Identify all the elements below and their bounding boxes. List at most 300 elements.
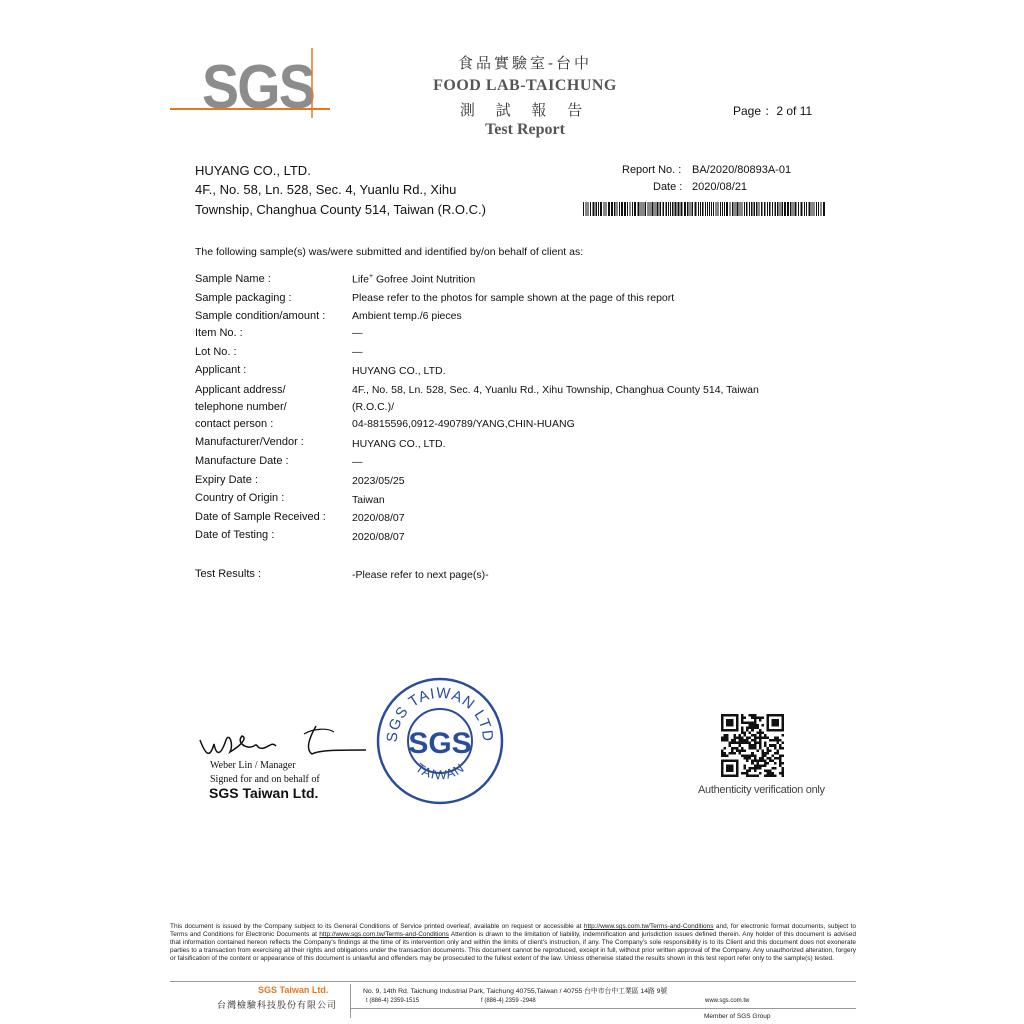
footer-member: Member of SGS Group [704, 1013, 771, 1020]
qr-module [756, 759, 759, 762]
barcode-bar [643, 202, 644, 216]
qr-module [741, 719, 744, 722]
qr-module [739, 739, 742, 742]
qr-module [726, 739, 729, 742]
barcode-bar [777, 202, 779, 216]
qr-module [754, 719, 757, 722]
barcode-bar [790, 202, 792, 216]
barcode-bar [756, 202, 758, 216]
date-testing-label: Date of Testing : [195, 529, 275, 541]
qr-module [744, 754, 747, 757]
qr-module [751, 729, 754, 732]
barcode-bar [614, 202, 616, 216]
qr-module [721, 749, 724, 752]
barcode-bar [583, 202, 584, 216]
qr-module [769, 744, 772, 747]
qr-module [779, 762, 782, 765]
qr-module [749, 744, 752, 747]
qr-module [766, 757, 769, 760]
barcode-bar [666, 202, 668, 216]
qr-module [761, 724, 764, 727]
barcode-bar [780, 202, 781, 216]
qr-module [771, 759, 774, 762]
barcode-bar [709, 202, 710, 216]
footer-website: www.sgs.com.tw [705, 998, 750, 1004]
expiry-date-value: 2023/05/25 [352, 475, 405, 487]
barcode-bar [681, 202, 683, 216]
qr-module [761, 759, 764, 762]
qr-module [774, 739, 777, 742]
qr-module [746, 722, 749, 725]
barcode-bar [586, 202, 587, 216]
barcode-bar [814, 202, 815, 216]
disclaimer-part-3: Attention is drawn to the limitation of liability, indemnification and jurisdiction issues defined therein. Any holder of this document is advised that information contained hereon reflects the Company's findings at the time of its intervention only and within the limits of client's instruction, if any. The Company's sole responsibility is to its Client and this document does not exonerate parties to a transaction from exercising all their rights and obligations under the transaction documents. This document cannot be reproduced, except in full, without prior written approval of the Company. Any unauthorized alteration, forgery or falsification of the content or appearance of this document is unlawful and offenders may be prosecuted to the fullest extent of the law. Unless otherwise stated the results shown in this test report refer only to the sample(s) tested. [170, 931, 856, 963]
qr-module [759, 744, 762, 747]
sgs-official-stamp [375, 676, 505, 806]
qr-module [774, 762, 777, 765]
barcode-bar [652, 202, 654, 216]
barcode-bar [711, 202, 712, 216]
qr-module [771, 754, 774, 757]
barcode-bar [735, 202, 736, 216]
barcode-bar [809, 202, 811, 216]
barcode-bar [617, 202, 618, 216]
stamp-top-text: SGS TAIWAN LTD [383, 684, 497, 743]
qr-module [776, 739, 779, 742]
manufacturer-label: Manufacturer/Vendor : [195, 436, 304, 448]
qr-module [754, 717, 757, 720]
qr-module [729, 752, 732, 755]
qr-module [751, 739, 754, 742]
qr-module [741, 772, 744, 775]
qr-module [764, 734, 767, 737]
report-no-label: Report No. : [622, 164, 682, 176]
qr-module [756, 774, 759, 777]
qr-module [754, 774, 757, 777]
barcode-bar [749, 202, 750, 216]
qr-module [741, 714, 744, 717]
qr-module [731, 739, 734, 742]
barcode-bar [611, 202, 613, 216]
qr-module [749, 757, 752, 760]
barcode-bar [744, 202, 745, 216]
qr-module [744, 739, 747, 742]
qr-module [754, 744, 757, 747]
barcode-bar [590, 202, 591, 216]
barcode-bar [627, 202, 628, 216]
qr-module [746, 737, 749, 740]
qr-module [739, 742, 742, 745]
terms-link-2[interactable]: http://www.sgs.com.tw/Terms-and-Conditions [319, 931, 449, 939]
report-title-cn: 測 試 報 告 [459, 101, 591, 119]
qr-module [754, 742, 757, 745]
qr-module [779, 739, 782, 742]
qr-module [759, 719, 762, 722]
barcode-bar [746, 202, 748, 216]
barcode-bar [732, 202, 734, 216]
qr-module [749, 737, 752, 740]
barcode-bar [724, 202, 725, 216]
qr-module [729, 744, 732, 747]
qr-module [776, 737, 779, 740]
date-testing-value: 2020/08/07 [352, 531, 405, 543]
footer-company-en: SGS Taiwan Ltd. [258, 985, 329, 995]
qr-module [781, 742, 784, 745]
barcode-bar [720, 202, 721, 216]
barcode-bar [742, 202, 743, 216]
sample-name-value [352, 273, 475, 286]
qr-module [751, 752, 754, 755]
qr-module [749, 754, 752, 757]
client-address-line2: Township, Changhua County 514, Taiwan (R.O.C.) [195, 202, 486, 217]
qr-module [774, 747, 777, 750]
qr-module [754, 759, 757, 762]
barcode-bar [600, 202, 602, 216]
qr-module [736, 737, 739, 740]
qr-module [756, 737, 759, 740]
barcode-bar [588, 202, 589, 216]
barcode-bar [784, 202, 786, 216]
qr-module [741, 742, 744, 745]
qr-module [749, 724, 752, 727]
footer-fax: f (886-4) 2359 -2948 [481, 998, 536, 1004]
sample-name-sup: + [368, 273, 374, 280]
qr-module [739, 734, 742, 737]
qr-module [751, 722, 754, 725]
qr-module [781, 754, 784, 757]
barcode-bar [705, 202, 706, 216]
qr-module [751, 754, 754, 757]
barcode-bar [672, 202, 674, 216]
barcode-bar [608, 202, 610, 216]
qr-module [751, 762, 754, 765]
item-no-value: — [352, 327, 363, 339]
qr-module [741, 737, 744, 740]
qr-module [741, 754, 744, 757]
qr-module [721, 754, 724, 757]
qr-module [744, 764, 747, 767]
qr-module [766, 747, 769, 750]
qr-module [746, 729, 749, 732]
barcode-bar [604, 202, 605, 216]
qr-module [744, 767, 747, 770]
qr-module [754, 769, 757, 772]
qr-module [779, 747, 782, 750]
barcode-bar [634, 202, 636, 216]
qr-module [759, 717, 762, 720]
barcode-bar [787, 202, 789, 216]
qr-module [769, 772, 772, 775]
qr-module [749, 774, 752, 777]
qr-module [746, 772, 749, 775]
barcode-bar [650, 202, 651, 216]
country-origin-label: Country of Origin : [195, 492, 285, 504]
qr-module [766, 762, 769, 765]
date-received-label: Date of Sample Received : [195, 511, 326, 523]
qr-module [741, 717, 744, 720]
country-origin-value: Taiwan [352, 494, 385, 506]
qr-module [746, 727, 749, 730]
qr-module [751, 734, 754, 737]
barcode-bar [692, 202, 694, 216]
applicant-address-label-1: Applicant address/ [195, 384, 286, 396]
qr-module [766, 737, 769, 740]
item-no-label: Item No. : [195, 327, 243, 339]
qr-module [754, 737, 757, 740]
qr-module [761, 757, 764, 760]
authenticity-label: Authenticity verification only [698, 784, 825, 796]
qr-module [761, 754, 764, 757]
qr-module [741, 739, 744, 742]
qr-module [729, 742, 732, 745]
client-address-line1: 4F., No. 58, Ln. 528, Sec. 4, Yuanlu Rd., Xihu [195, 182, 457, 197]
test-results-label: Test Results : [195, 568, 262, 580]
qr-module [759, 729, 762, 732]
barcode-bar [660, 202, 662, 216]
qr-module [781, 767, 784, 770]
sample-name-rest: Gofree Joint Nutrition [373, 273, 476, 286]
qr-module [781, 774, 784, 777]
qr-module [769, 757, 772, 760]
barcode-bar [619, 202, 620, 216]
qr-module [731, 752, 734, 755]
barcode-bar [638, 202, 640, 216]
qr-module [754, 757, 757, 760]
report-date-value: 2020/08/21 [692, 181, 748, 193]
barcode-bar [621, 202, 623, 216]
qr-module [774, 774, 777, 777]
barcode-bar [675, 202, 677, 216]
qr-module [764, 764, 767, 767]
qr-module [756, 727, 759, 730]
barcode-bar [821, 202, 822, 216]
qr-module [751, 744, 754, 747]
test-results-value: -Please refer to next page(s)- [352, 569, 489, 581]
qr-module [731, 749, 734, 752]
qr-module [764, 737, 767, 740]
sample-packaging-value: Please refer to the photos for sample shown at the page of this report [352, 292, 675, 304]
lab-name-cn: 食品實驗室-台中 [457, 54, 593, 72]
qr-module [744, 757, 747, 760]
barcode [583, 202, 825, 216]
sample-name-label: Sample Name : [195, 273, 271, 285]
barcode-bar [655, 202, 656, 216]
qr-finder [726, 764, 734, 772]
qr-module [744, 722, 747, 725]
qr-module [731, 747, 734, 750]
qr-module [739, 737, 742, 740]
qr-module [734, 747, 737, 750]
qr-module [746, 739, 749, 742]
qr-module [726, 737, 729, 740]
sample-condition-value: Ambient temp./6 pieces [352, 310, 462, 322]
qr-module [771, 774, 774, 777]
barcode-bar [722, 202, 723, 216]
qr-module [766, 774, 769, 777]
qr-module [741, 727, 744, 730]
barcode-bar [804, 202, 805, 216]
qr-module [774, 752, 777, 755]
barcode-bar [737, 202, 739, 216]
barcode-bar [764, 202, 766, 216]
qr-module [754, 714, 757, 717]
footer-company-cn: 台灣檢驗科技股份有限公司 [217, 1001, 338, 1011]
qr-module [721, 739, 724, 742]
qr-module [774, 744, 777, 747]
sample-name-brand: Life [352, 273, 369, 286]
qr-module [749, 742, 752, 745]
qr-module [764, 742, 767, 745]
qr-module [746, 742, 749, 745]
qr-module [736, 747, 739, 750]
qr-module [759, 732, 762, 735]
qr-module [756, 762, 759, 765]
qr-module [781, 762, 784, 765]
qr-module [774, 767, 777, 770]
qr-module [754, 724, 757, 727]
qr-module [756, 717, 759, 720]
qr-module [766, 769, 769, 772]
footer-divider [170, 981, 856, 982]
sgs-logo [170, 48, 335, 118]
qr-module [741, 732, 744, 735]
qr-module [761, 737, 764, 740]
signed-for-text: Signed for and on behalf of [210, 774, 320, 785]
qr-module [766, 772, 769, 775]
qr-module [721, 737, 724, 740]
qr-module [751, 724, 754, 727]
barcode-bar [684, 202, 686, 216]
barcode-bar [707, 202, 708, 216]
qr-module [734, 734, 737, 737]
barcode-bar [670, 202, 671, 216]
footer-vertical-divider [350, 984, 351, 1018]
qr-module [771, 772, 774, 775]
qr-finder [771, 719, 779, 727]
qr-module [746, 769, 749, 772]
manufacture-date-label: Manufacture Date : [195, 455, 289, 467]
qr-module [759, 757, 762, 760]
qr-module [779, 759, 782, 762]
barcode-bar [598, 202, 599, 216]
footer-address: No. 9, 14th Rd. Taichung Industrial Park, Taichung 40755,Taiwan / 40755 台中市台中工業區 14路 9號 [363, 988, 668, 995]
barcode-bar [641, 202, 642, 216]
barcode-bar [700, 202, 701, 216]
barcode-bar [801, 202, 803, 216]
barcode-bar [606, 202, 607, 216]
expiry-date-label: Expiry Date : [195, 474, 258, 486]
barcode-bar [596, 202, 598, 216]
qr-module [756, 742, 759, 745]
qr-module [734, 742, 737, 745]
qr-module [724, 739, 727, 742]
lot-no-label: Lot No. : [195, 346, 237, 358]
qr-module [749, 714, 752, 717]
qr-module [771, 767, 774, 770]
qr-module [749, 769, 752, 772]
barcode-bar [761, 202, 763, 216]
qr-module [759, 742, 762, 745]
qr-module [756, 732, 759, 735]
footer-divider-2 [350, 1008, 856, 1009]
stamp-center-text: SGS [408, 727, 472, 760]
qr-module [749, 722, 752, 725]
signer-name: Weber Lin / Manager [210, 760, 296, 771]
qr-module [744, 742, 747, 745]
qr-module [746, 759, 749, 762]
qr-module [774, 757, 777, 760]
qr-module [771, 744, 774, 747]
barcode-bar [695, 202, 697, 216]
signed-company: SGS Taiwan Ltd. [209, 785, 319, 801]
qr-module [724, 754, 727, 757]
qr-module [749, 727, 752, 730]
intro-text: The following sample(s) was/were submitted and identified by/on behalf of client as: [195, 246, 584, 258]
report-no-value: BA/2020/80893A-01 [692, 164, 792, 176]
barcode-bar [630, 202, 631, 216]
applicant-address-value-1: 4F., No. 58, Ln. 528, Sec. 4, Yuanlu Rd., Xihu Township, Changhua County 514, Taiwan [352, 384, 759, 396]
qr-module [744, 749, 747, 752]
barcode-bar [718, 202, 719, 216]
barcode-bar [751, 202, 753, 216]
barcode-bar [657, 202, 659, 216]
qr-module [764, 744, 767, 747]
terms-link-1[interactable]: http://www.sgs.com.tw/Terms-and-Conditions [583, 923, 714, 930]
qr-module [769, 749, 772, 752]
lab-name-en: FOOD LAB-TAICHUNG [433, 77, 617, 94]
barcode-bar [759, 202, 760, 216]
sample-condition-label: Sample condition/amount : [195, 310, 326, 322]
qr-module [759, 734, 762, 737]
barcode-bar [798, 202, 799, 216]
qr-module [731, 742, 734, 745]
page-number: Page ：2 of 11 [733, 104, 813, 118]
barcode-bar [793, 202, 794, 216]
qr-module [769, 759, 772, 762]
qr-module [759, 739, 762, 742]
qr-module [761, 752, 764, 755]
barcode-bar [690, 202, 691, 216]
qr-module [736, 742, 739, 745]
qr-module [756, 724, 759, 727]
barcode-bar [775, 202, 777, 216]
qr-finder [726, 719, 734, 727]
qr-module [776, 749, 779, 752]
barcode-bar [782, 202, 784, 216]
qr-module [724, 734, 727, 737]
svg-text:TAIWAN [413, 760, 467, 782]
qr-module [751, 747, 754, 750]
barcode-bar [730, 202, 731, 216]
qr-module [754, 727, 757, 730]
qr-module [724, 752, 727, 755]
barcode-bar [716, 202, 717, 216]
sample-packaging-label: Sample packaging : [195, 292, 292, 304]
qr-code [721, 714, 784, 777]
barcode-bar [818, 202, 819, 216]
qr-module [779, 757, 782, 760]
qr-module [739, 744, 742, 747]
qr-module [754, 739, 757, 742]
qr-module [751, 759, 754, 762]
qr-module [769, 739, 772, 742]
qr-module [771, 739, 774, 742]
qr-module [776, 742, 779, 745]
barcode-bar [632, 202, 633, 216]
qr-module [764, 754, 767, 757]
qr-module [761, 749, 764, 752]
qr-module [744, 732, 747, 735]
